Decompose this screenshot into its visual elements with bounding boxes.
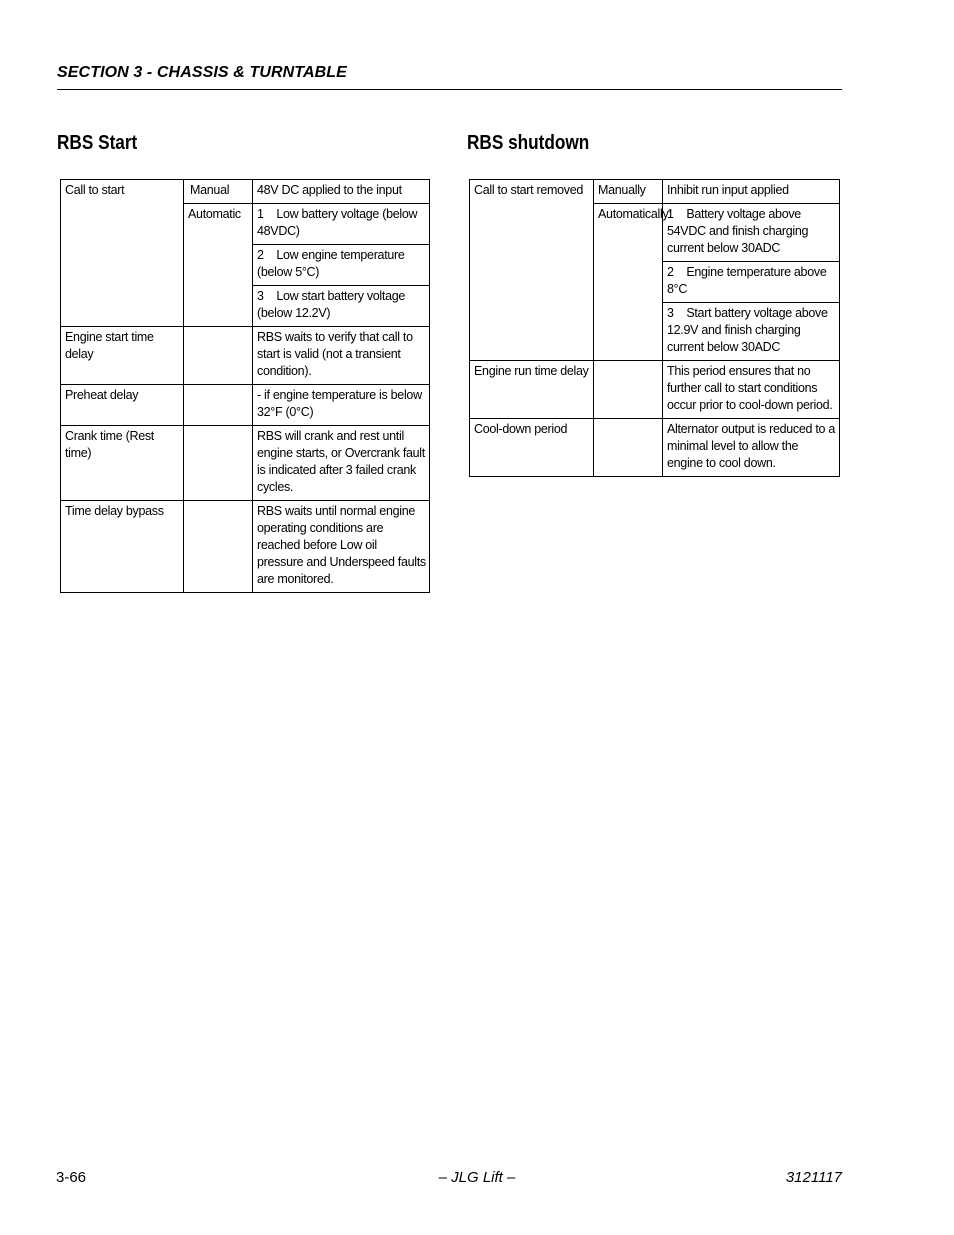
empty-cell [184,385,253,426]
manual-mode-label: Manual [184,180,253,204]
table-row [61,327,430,385]
crank-time-desc: RBS will crank and rest until engine starts, or Overcrank fault is indicated after 3 failed crank cycles. [253,426,430,501]
footer-title: – JLG Lift – [438,1169,516,1186]
empty-cell [594,419,663,477]
time-delay-bypass-label: Time delay bypass [61,501,184,593]
shutdown-condition-3: 3 Start battery voltage above 12.9V and finish charging current below 30ADC [663,303,840,361]
time-delay-bypass-desc: RBS waits until normal engine operating conditions are reached before Low oil pressure and Underspeed faults are monitored. [253,501,430,593]
auto-condition-2: 2 Low engine temperature (below 5°C) [253,245,430,286]
crank-time-label: Crank time (Rest time) [61,426,184,501]
auto-condition-1: 1 Low battery voltage (below 48VDC) [253,204,430,245]
automatic-mode-label: Automatic [184,204,253,327]
manually-mode-label: Manually [594,180,663,204]
rbs-shutdown-heading: RBS shutdown [467,132,590,154]
header-rule [57,89,842,90]
table-row [470,419,840,477]
automatically-mode-label: Automatically: [594,204,663,361]
manual-mode-desc: 48V DC applied to the input [253,180,430,204]
preheat-delay-desc: - if engine temperature is below 32°F (0°C) [253,385,430,426]
manually-mode-desc: Inhibit run input applied [663,180,840,204]
table-row [61,180,430,204]
cool-down-desc: Alternator output is reduced to a minimal level to allow the engine to cool down. [663,419,840,477]
engine-start-delay-desc: RBS waits to verify that call to start is valid (not a transient condition). [253,327,430,385]
engine-run-delay-desc: This period ensures that no further call to start conditions occur prior to cool-down period. [663,361,840,419]
empty-cell [184,501,253,593]
table-row [61,501,430,593]
empty-cell [594,361,663,419]
table-row [61,426,430,501]
table-row [61,385,430,426]
table-row [470,180,840,204]
empty-cell [184,426,253,501]
auto-condition-3: 3 Low start battery voltage (below 12.2V) [253,286,430,327]
table-row [470,361,840,419]
shutdown-condition-1: 1 Battery voltage above 54VDC and finish charging current below 30ADC [663,204,840,262]
call-to-start-label: Call to start [61,180,184,327]
call-removed-label: Call to start removed [470,180,594,361]
shutdown-condition-2: 2 Engine temperature above 8°C [663,262,840,303]
rbs-shutdown-table [469,179,840,477]
engine-start-delay-label: Engine start time delay [61,327,184,385]
preheat-delay-label: Preheat delay [61,385,184,426]
empty-cell [184,327,253,385]
engine-run-delay-label: Engine run time delay [470,361,594,419]
page-number: 3-66 [56,1169,87,1186]
rbs-start-heading: RBS Start [57,132,138,154]
section-header: SECTION 3 - CHASSIS & TURNTABLE [57,64,347,81]
cool-down-label: Cool-down period [470,419,594,477]
document-number: 3121117 [785,1169,842,1186]
rbs-start-table [60,179,430,593]
